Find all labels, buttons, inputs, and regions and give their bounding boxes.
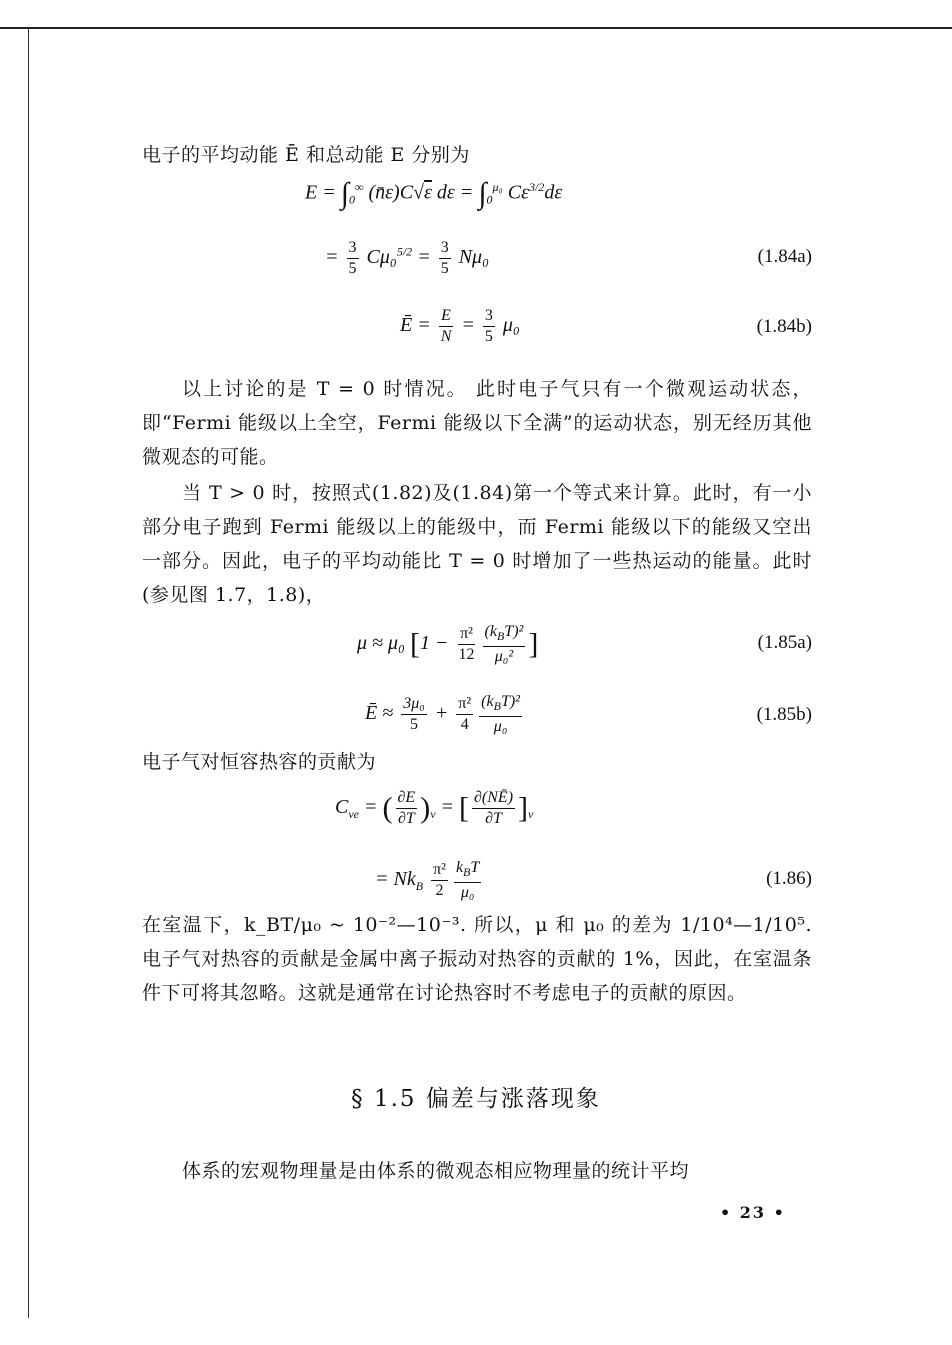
equation-heat-capacity-result: = $Nk_B$ $\frac{\text{π²}}{2}$ $\frac{k_BT}{\text{μ₀}}$	[375, 859, 480, 902]
equation-number-1-85a: (1.85a)	[757, 632, 812, 653]
paragraph-heat-capacity-intro: 电子气对恒容热容的贡献为	[142, 751, 377, 773]
page-number: • 23 •	[720, 1203, 786, 1222]
paragraph-section-start: 体系的宏观物理量是由体系的微观态相应物理量的统计平均	[182, 1160, 690, 1182]
equation-average-energy: Ē = $\frac{E}{N}$ = $\frac{3}{5}$ μ₀	[400, 307, 520, 345]
equation-number-1-85b: (1.85b)	[756, 704, 812, 725]
paragraph-finite-temperature: 当 T > 0 时，按照式(1.82)及(1.84)第一个等式来计算。此时，有一小部分电子跑到 Fermi 能级以上的能级中，而 Fermi 能级以下的能级又空出一部分。因此，电子的平均动能比 T = 0 时增加了一些热运动的能量。此时(参见图 1.7，1.8)，	[142, 482, 812, 606]
equation-total-energy-result: = $\frac{3}{5}$ Cμ₀$^{5/2}$ = $\frac{3}{5}$ Nμ₀	[325, 239, 490, 277]
paragraph-intro: 电子的平均动能 Ē 和总动能 E 分别为	[142, 144, 470, 166]
section-title: § 1.5 偏差与涨落现象	[351, 1086, 601, 1112]
equation-chemical-potential: μ ≈ μ₀ [1 − $\frac{\text{π²}}{12}$ $\frac{(k_BT)^2}{\text{μ₀²}}$ ]	[357, 623, 539, 666]
equation-total-energy-integral: $E = \int_0^\infty$ (n̄ε)C√ε $d\varepsilon = \int_0^{\mu_0}$ $C\varepsilon^{3/2}d\varepsilon$	[305, 177, 563, 211]
equation-average-energy-finite-t: Ē ≈ $\frac{\text{3μ₀}}{5}$ + $\frac{\text{π²}}{4}$ $\frac{(k_BT)^2}{\text{μ₀}}$	[365, 693, 520, 736]
equation-number-1-86: (1.86)	[766, 868, 812, 889]
equation-number-1-84a: (1.84a)	[757, 246, 812, 267]
top-border-rule	[0, 27, 952, 29]
equation-heat-capacity-definition: $C_{ve}$ = ( $\frac{\partial E}{\partial T}$ )$_v$ = [ $\frac{\partial(NĒ)}{\partial T}$ ]$_v$	[335, 789, 534, 827]
paragraph-zero-temperature: 以上讨论的是 T = 0 时情况。 此时电子气只有一个微观运动状态，即“Fermi 能级以上全空，Fermi 能级以下全满”的运动状态，别无经历其他微观态的可能。	[142, 378, 812, 468]
paragraph-room-temperature: 在室温下，k_BT/μ₀ ~ 10⁻²—10⁻³. 所以，μ 和 μ₀ 的差为 1/10⁴—1/10⁵. 电子气对热容的贡献是金属中离子振动对热容的贡献的 1%，因此，在室温条件下可将其忽略。这就是通常在讨论热容时不考虑电子的贡献的原因。	[142, 914, 812, 1004]
left-border-rule	[28, 28, 29, 1318]
equation-number-1-84b: (1.84b)	[756, 316, 812, 337]
